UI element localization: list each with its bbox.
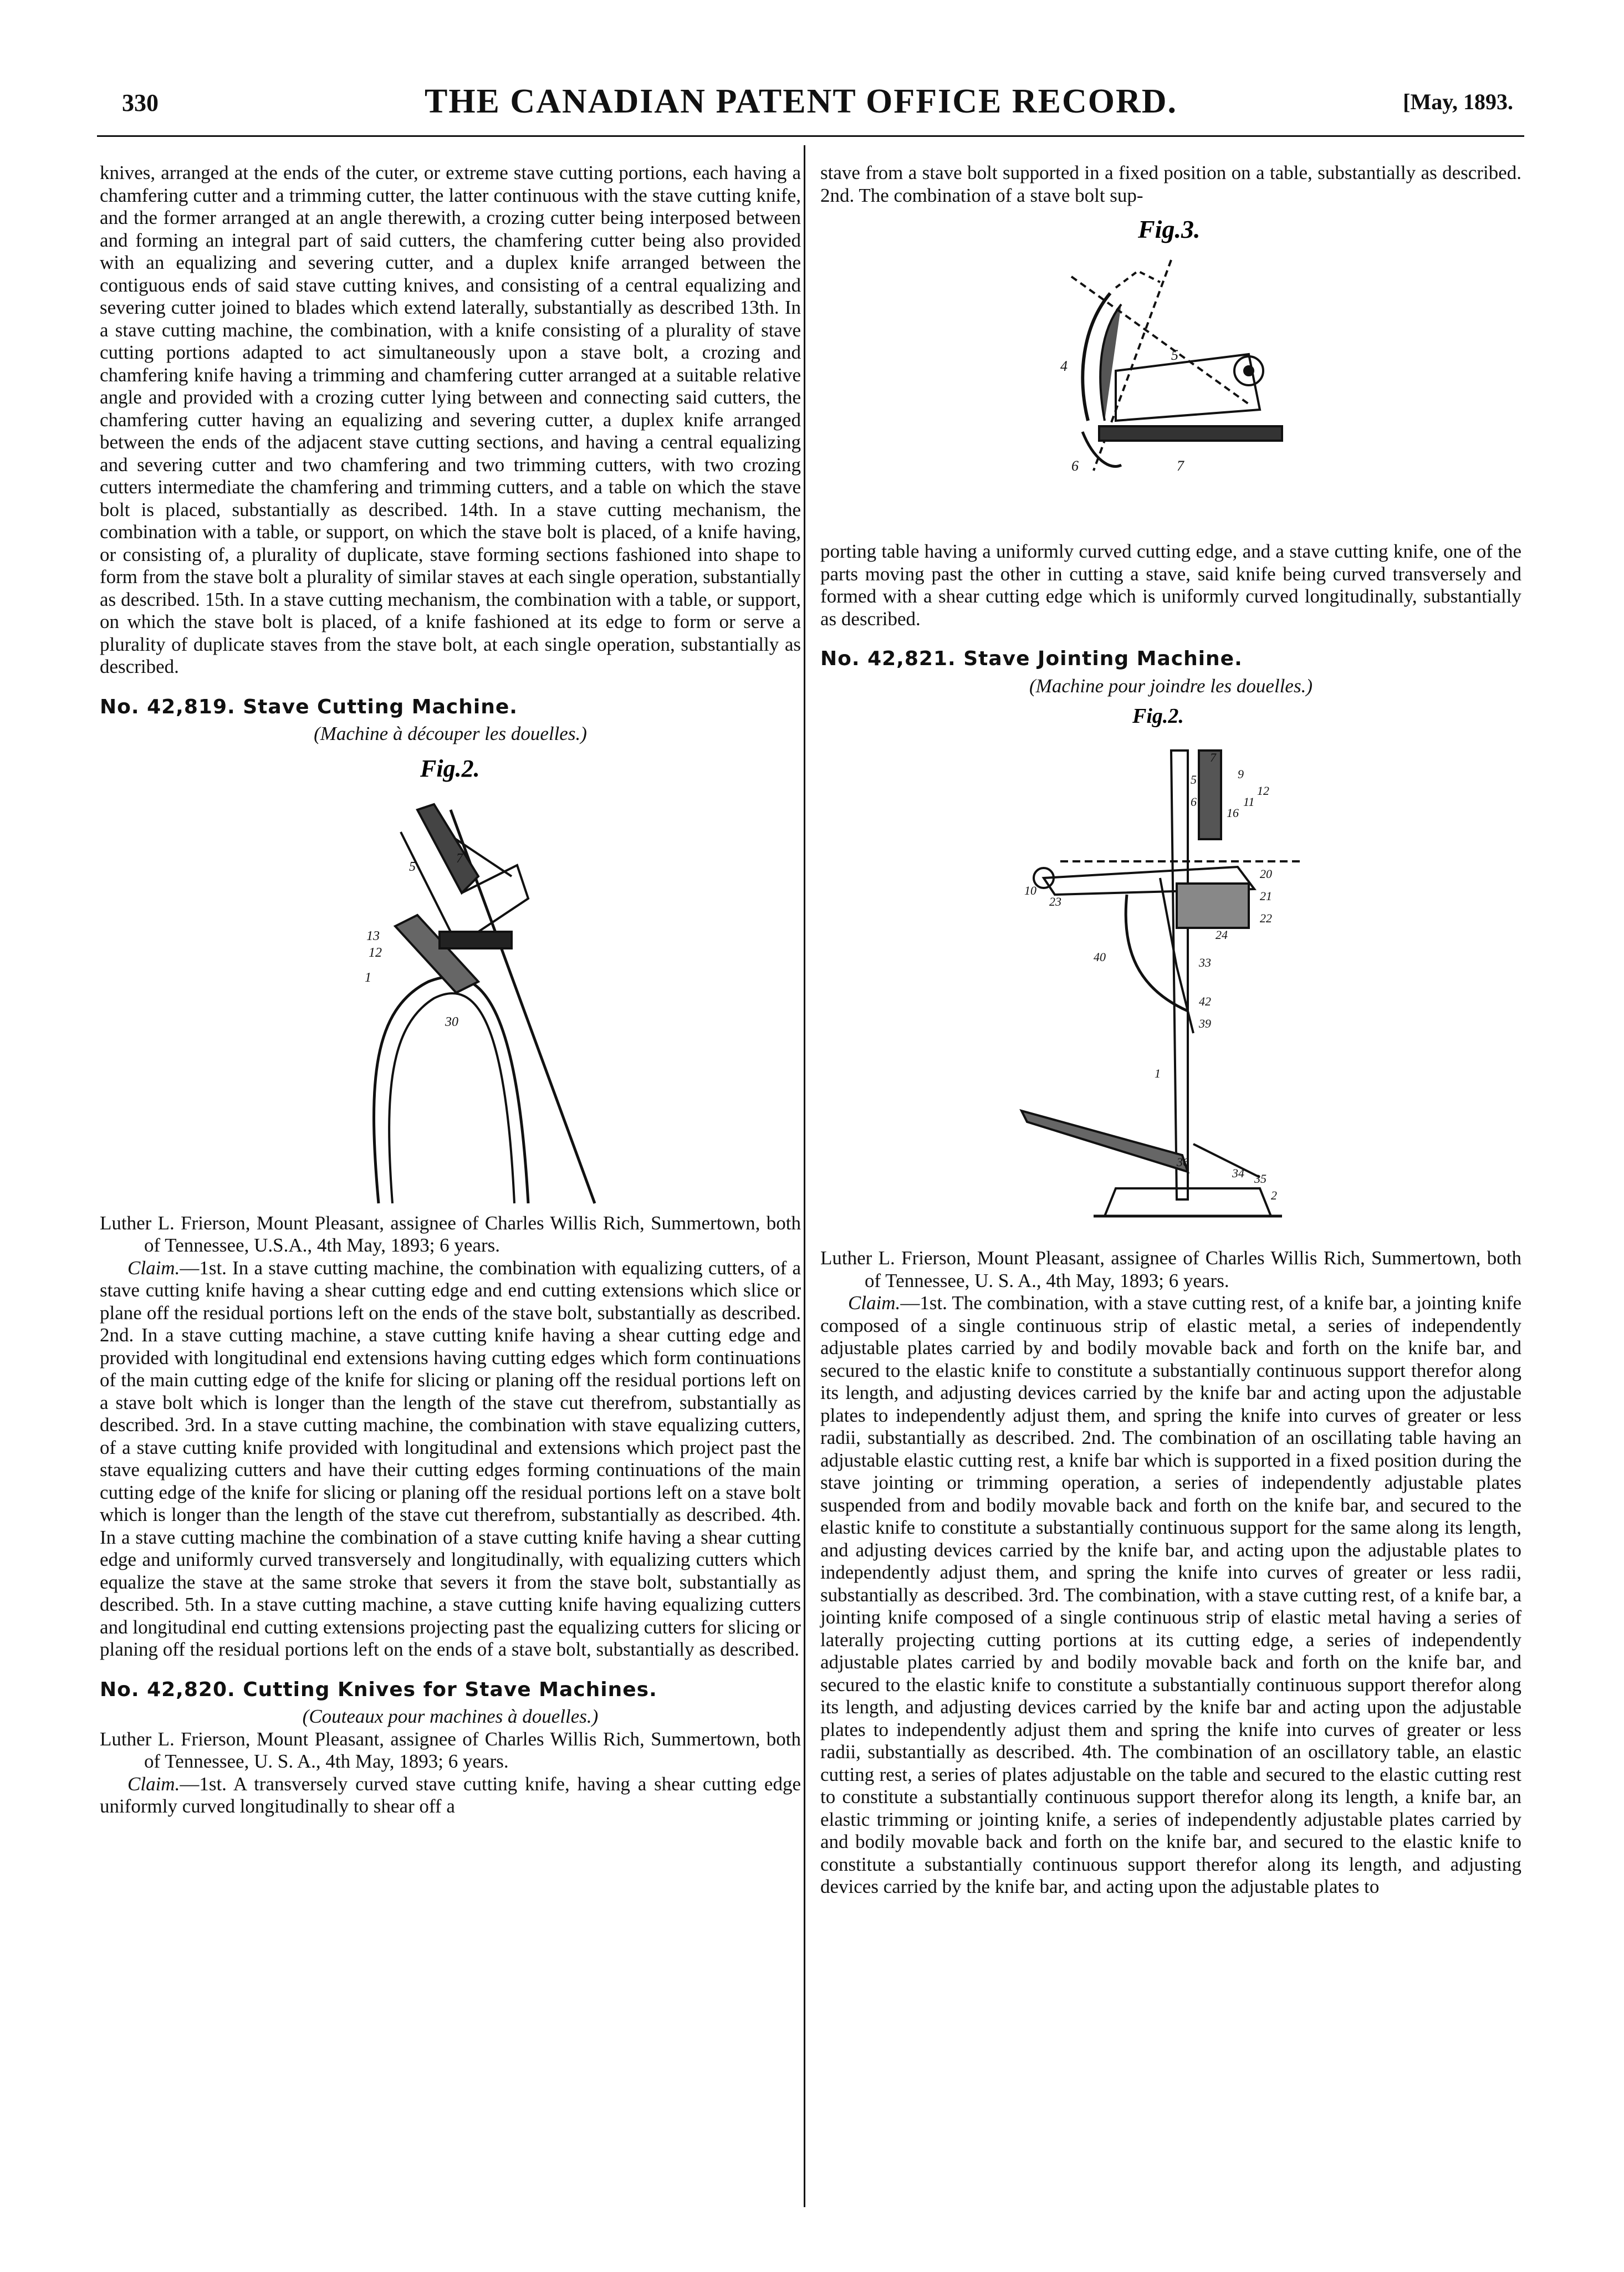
- claim-label: Claim.: [127, 1257, 180, 1279]
- left-column: [100, 162, 801, 1818]
- patent-42820-heading: No. 42,820. Cutting Knives for Stave Machines.: [100, 1678, 657, 1701]
- continued-claims-text-top: stave from a stave bolt supported in a fixed position on a table, substantially as described. 2nd. The combination of a stave bolt sup-: [820, 162, 1521, 206]
- fig-label: 1: [1154, 1066, 1161, 1080]
- fig-label: 6: [1190, 795, 1197, 809]
- fig-label: 36: [1176, 1155, 1189, 1169]
- claim-label: Claim.: [848, 1292, 901, 1314]
- fig-label: 6: [1071, 458, 1079, 474]
- patent-42820-claims: [100, 1773, 801, 1818]
- patent-42819-claims: [100, 1257, 801, 1661]
- fig-label: 20: [1259, 867, 1272, 881]
- patent-42820-applicant: Luther L. Frierson, Mount Pleasant, assignee of Charles Willis Rich, Summertown, both of Tennessee, U. S. A., 4th May, 1893; 6 years.: [100, 1728, 801, 1772]
- fig-label: 5: [1190, 773, 1197, 787]
- header-rule: [97, 135, 1524, 137]
- fig-label: 30: [445, 1014, 458, 1029]
- patent-42819-applicant: Luther L. Frierson, Mount Pleasant, assignee of Charles Willis Rich, Summertown, both of Tennessee, U.S.A., 4th May, 1893; 6 years.: [100, 1212, 801, 1256]
- fig-label: 34: [1232, 1166, 1244, 1180]
- fig-label: 42: [1198, 994, 1211, 1008]
- right-column: [820, 162, 1521, 1898]
- fig-label: 35: [1254, 1172, 1266, 1186]
- patent-42819-french-title: (Machine à découper les douelles.): [314, 723, 587, 744]
- patent-42821-applicant: Luther L. Frierson, Mount Pleasant, assignee of Charles Willis Rich, Summertown, both of Tennessee, U. S. A., 4th May, 1893; 6 years.: [820, 1247, 1521, 1291]
- issue-date: [May, 1893.: [1403, 89, 1513, 114]
- claim-text: —1st. The combination, with a stave cutting rest, of a knife bar, a jointing knife composed of a single continuous strip of elastic metal, a series of independently adjustable plates carried by and bodily movable back and forth on the knife bar, and secured to the elastic knife to constitute a substantially continuous support therefor along its length, and adjusting devices carried by the knife bar and acting upon the adjustable plates to independently adjust them, and spring the knife into curves of greater or less radii, substantially as described. 2nd. The combination of an oscillating table having an adjustable elastic cutting rest, a knife bar which is supported in a fixed position during the stave jointing or trimming operation, a series of independently adjustable plates suspended from and bodily movable back and forth on the knife bar, and secured to the elastic knife to constitute a substantially continuous support for the same along its length, and adjusting devices carried by the knife bar, and acting upon the adjustable plates to independently adjust them, and spring the knife into curves of greater or less radii, substantially as described. 3rd. The combination, with a stave cutting rest, of a knife bar, a jointing knife composed of a single continuous strip of elastic metal having a series of laterally projecting cutting portions at its cutting edge, a series of independently adjustable plates carried by and bodily movable back and forth on the knife bar, and secured to the elastic knife to constitute a substantially continuous support therefor along its length, and adjusting devices carried by the knife bar and acting upon the adjustable plates to independently adjust them and spring the knife into curves of greater or less radii, substantially as described. 4th. The combination of an oscillatory table, an elastic cutting rest, a series of plates adjustable on the table and secured to the elastic cutting rest to constitute a substantially continuous support therefor along its length, a knife bar, an elastic trimming or jointing knife, a series of independently adjustable plates carried by and bodily movable back and forth on the knife bar, and secured to the elastic knife to constitute a substantially continuous support therefor along its length, and adjusting devices carried by the knife bar, and acting upon the adjustable plates to: [820, 1292, 1521, 1897]
- stave-knife-figure-3: [1027, 210, 1315, 537]
- fig-label: 4: [1060, 358, 1068, 374]
- claim-text: —1st. In a stave cutting machine, the combination with equalizing cutters, of a stave cutting knife having a shear cutting edge and end cutting extensions which slice or plane off the residual portions left on the ends of the stave bolt, substantially as described. 2nd. In a stave cutting machine, a stave cutting knife having a shear cutting edge and provided with longitudinal end extensions having cutting edges which form continuations of the main cutting edge of the knife for slicing or planing off the residual portions left on a stave bolt which is longer than the length of the stave cut therefrom, substantially as described. 3rd. In a stave cutting machine, the combination with stave equalizing cutters, of a stave cutting knife provided with longitudinal and extensions which project past the stave equalizing cutters and have their cutting edges forming continuations of the main cutting edge of the knife for slicing or planing off the residual portions left on a stave bolt which is longer than the length of the stave cut therefrom, substantially as described. 4th. In a stave cutting machine the combination of a stave cutting knife having a shear cutting edge and uniformly curved transversely and longitudinally, with equalizing cutters which equalize the stave at the same stroke that severs it from the stave bolt, substantially as described. 5th. In a stave cutting machine, a stave cutting knife having equalizing cutters and longitudinal end cutting extensions projecting past the equalizing cutters for slicing or planing off the residual portions left on the ends of a stave bolt, substantially as described.: [100, 1257, 801, 1660]
- figure-caption: Fig.2.: [1132, 704, 1184, 728]
- stave-cutting-machine-figure: [295, 749, 606, 1209]
- continued-claims-text: knives, arranged at the ends of the cuter, or extreme stave cutting portions, each having a chamfering cutter and a trimming cutter, the latter continuous with the stave cutting knife, and the former arranged at an angle therewith, a crozing cutter being interposed between and forming an integral part of said cutters, the chamfering cutter being also provided with an equalizing and severing cutter, and a duplex knife arranged between the contiguous ends of said stave cutting knives, and consisting of a central equalizing and severing cutter joined to blades which extend laterally, substantially as described 13th. In a stave cutting machine, the combination, with a knife consisting of a plurality of stave cutting portions adapted to act simultaneously upon a stave bolt, a crozing and chamfering knife having a trimming and chamfering cutter arranged at a suitable relative angle and provided with a crozing cutter lying between and connecting said cutters, the chamfering cutter having an equalizing and severing cutter, a duplex knife arranged between the ends of the adjacent stave cutting sections, and having a central equalizing and severing cutter and two chamfering and two trimming cutters, with two crozing cutters intermediate the chamfering and trimming cutters, and a table on which the stave bolt is placed, substantially as described. 14th. In a stave cutting mechanism, the combination with a table, or support, on which the stave bolt is placed, of a knife having, or consisting of, a plurality of duplicate, stave forming sections fashioned into shape to form from the stave bolt a plurality of similar staves at each single operation, substantially as described. 15th. In a stave cutting mechanism, the combination with a table, or support, on which the stave bolt is placed, of a knife fashioned at its edge to form or serve a plurality of duplicate staves from the stave bolt, at each single operation, substantially as described.: [100, 162, 801, 677]
- fig-label: 2: [1270, 1188, 1277, 1202]
- fig-label: 24: [1215, 928, 1228, 942]
- fig-label: 33: [1198, 956, 1211, 969]
- fig-label: 7: [456, 851, 463, 866]
- page-number: 330: [122, 89, 159, 116]
- fig-label: 11: [1243, 795, 1254, 809]
- running-head: [89, 82, 1513, 121]
- fig-label: 1: [364, 970, 371, 985]
- figure-caption: Fig.3.: [1137, 215, 1200, 243]
- fig-label: 5: [408, 859, 416, 874]
- column-divider: [804, 145, 805, 2207]
- fig-label: 16: [1226, 806, 1239, 820]
- fig-label: 5: [1171, 347, 1178, 363]
- journal-title: THE CANADIAN PATENT OFFICE RECORD.: [424, 83, 1178, 120]
- fig-label: 7: [1176, 458, 1184, 474]
- fig-label: 23: [1049, 895, 1061, 908]
- fig-label: 9: [1237, 767, 1244, 781]
- patent-42821-french-title: (Machine pour joindre les douelles.): [1029, 675, 1313, 697]
- fig-label: 39: [1198, 1017, 1211, 1030]
- patent-42819-heading: No. 42,819. Stave Cutting Machine.: [100, 695, 518, 718]
- claim-text: —1st. A transversely curved stave cutting knife, having a shear cutting edge uniformly curved longitudinally to shear off a: [100, 1773, 801, 1817]
- figure-caption: Fig.2.: [420, 754, 480, 782]
- claim-label: Claim.: [127, 1773, 180, 1795]
- fig-label: 12: [368, 945, 382, 960]
- fig-label: 21: [1259, 889, 1272, 903]
- fig-label: 22: [1259, 911, 1272, 925]
- fig-label: 7: [1209, 750, 1216, 764]
- patent-42821-claims: [820, 1292, 1521, 1898]
- patent-42820-french-title: (Couteaux pour machines à douelles.): [302, 1706, 599, 1727]
- fig-label: 12: [1257, 784, 1269, 798]
- fig-label: 10: [1024, 884, 1036, 897]
- continued-claims-text-bottom: porting table having a uniformly curved cutting edge, and a stave cutting knife, one of the parts moving past the other in cutting a stave, said knife being curved transversely and formed with a shear cutting edge which is uniformly curved longitudinally, substantially as described.: [820, 540, 1521, 630]
- stave-jointing-machine-figure: [994, 701, 1349, 1244]
- patent-42821-heading: No. 42,821. Stave Jointing Machine.: [820, 647, 1243, 670]
- fig-label: 40: [1093, 950, 1106, 964]
- fig-label: 13: [366, 928, 380, 943]
